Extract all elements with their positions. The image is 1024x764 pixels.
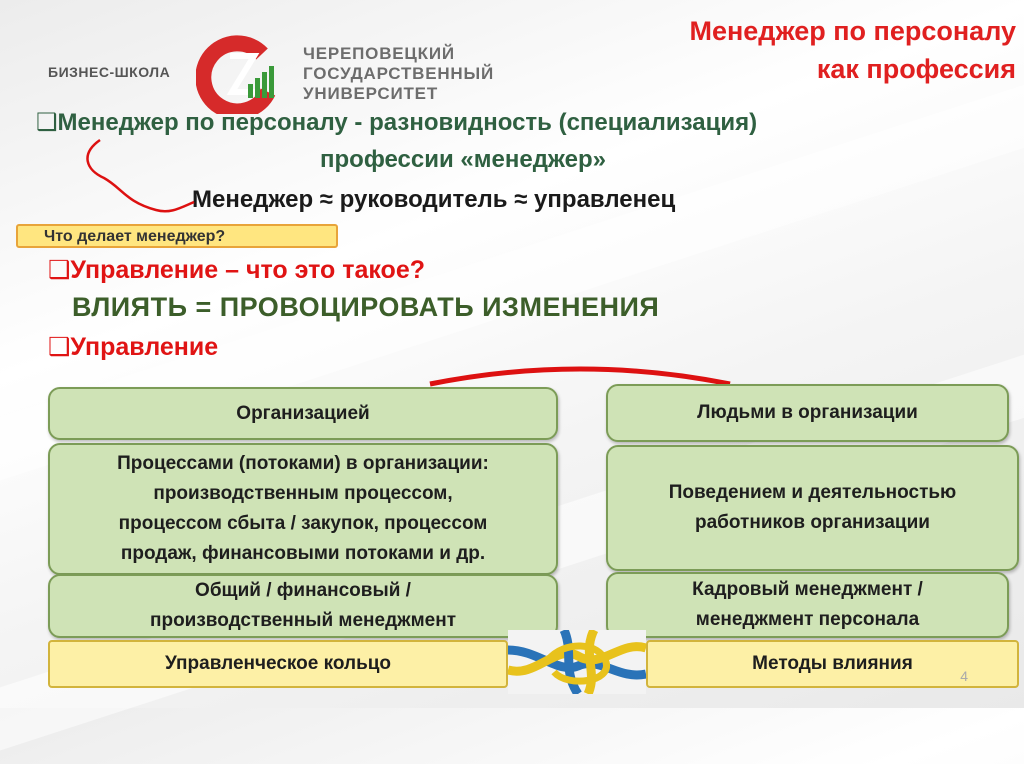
people-box: Людьми в организации <box>606 384 1009 442</box>
university-logo <box>196 34 282 114</box>
influence-methods-box: Методы влияния <box>646 640 1019 688</box>
influence-statement: ВЛИЯТЬ = ПРОВОЦИРОВАТЬ ИЗМЕНЕНИЯ <box>72 292 660 322</box>
behavior-box: Поведением и деятельностью работников организации <box>606 445 1019 571</box>
slide-title: Менеджер по персоналу как профессия <box>689 16 1016 84</box>
what-manager-does-label: Что делает менеджер? <box>16 224 338 248</box>
management-types-box: Общий / финансовый / производственный менеджмент <box>48 574 558 638</box>
hr-management-box: Кадровый менеджмент / менеджмент персонала <box>606 572 1009 638</box>
squiggle-decoration <box>60 136 200 226</box>
page-number: 4 <box>960 668 968 684</box>
knot-image <box>508 630 646 694</box>
organization-box: Организацией <box>48 387 558 440</box>
processes-box: Процессами (потоками) в организации: производственным процессом, процессом сбыта / закупок, процессом продаж, финансовыми потоками и др. <box>48 443 558 575</box>
school-label: БИЗНЕС-ШКОЛА <box>48 64 171 80</box>
equivalence-line: Менеджер ≈ руководитель ≈ управленец <box>192 186 676 213</box>
university-name: ЧЕРЕПОВЕЦКИЙ ГОСУДАРСТВЕННЫЙ УНИВЕРСИТЕТ <box>303 44 494 103</box>
definition-line-2: профессии «менеджер» <box>320 146 606 173</box>
management-question: ❑Управление – что это такое? <box>48 255 425 284</box>
definition-line: ❑Менеджер по персоналу - разновидность (специализация) <box>36 108 758 136</box>
management-heading: ❑Управление <box>48 332 219 361</box>
management-ring-box: Управленческое кольцо <box>48 640 508 688</box>
